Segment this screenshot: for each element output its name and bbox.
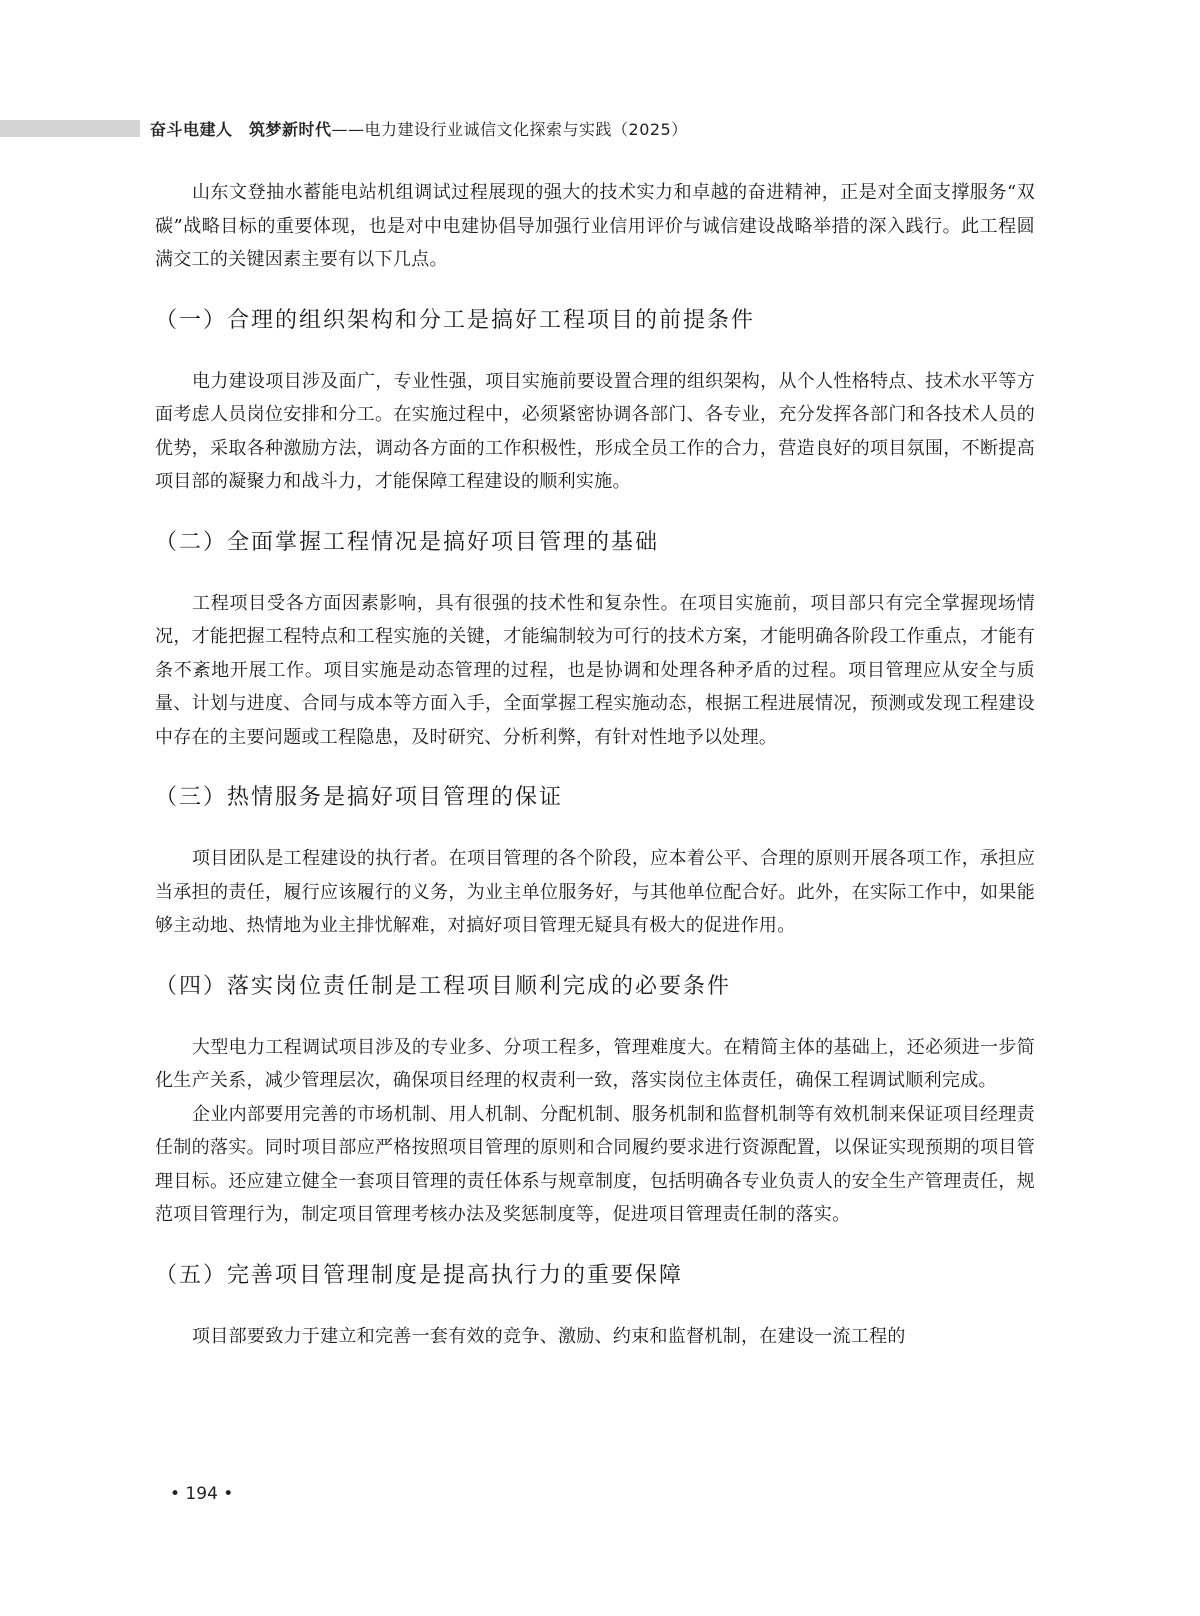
- section-heading: （五）完善项目管理制度是提高执行力的重要保障: [155, 1262, 684, 1288]
- running-header: [150, 117, 688, 140]
- paragraph: 企业内部要用完善的市场机制、用人机制、分配机制、服务机制和监督机制等有效机制来保证项目经理责任制的落实。同时项目部应严格按照项目管理的原则和合同履约要求进行资源配置，以保证实现预期的项目管理目标。还应建立健全一套项目管理的责任体系与规章制度，包括明确各专业负责人的安全生产管理责任，规范项目管理行为，制定项目管理考核办法及奖惩制度等，促进项目管理责任制的落实。: [155, 1103, 1035, 1225]
- paragraph: 山东文登抽水蓄能电站机组调试过程展现的强大的技术实力和卓越的奋进精神，正是对全面支撑服务“双碳”战略目标的重要体现，也是对中电建协倡导加强行业信用评价与诚信建设战略举措的深入践行。此工程圆满交工的关键因素主要有以下几点。: [155, 182, 1035, 270]
- section-heading: （二）全面掌握工程情况是搞好项目管理的基础: [155, 529, 660, 555]
- page-number: • 194 •: [170, 1484, 234, 1504]
- section-heading: （三）热情服务是搞好项目管理的保证: [155, 785, 564, 810]
- running-header-subtitle: ——电力建设行业诚信文化探索与实践（2025）: [331, 120, 688, 139]
- paragraph: 项目团队是工程建设的执行者。在项目管理的各个阶段，应本着公平、合理的原则开展各项工作，承担应当承担的责任，履行应该履行的义务，为业主单位服务好，与其他单位配合好。此外，在实际工作中，如果能够主动地、热情地为业主排忧解难，对搞好项目管理无疑具有极大的促进作用。: [155, 848, 1035, 936]
- header-decorative-bar: [0, 120, 140, 137]
- running-header-bold: 奋斗电建人 筑梦新时代: [150, 120, 332, 139]
- section-heading: （四）落实岗位责任制是工程项目顺利完成的必要条件: [155, 973, 732, 999]
- page-body: [155, 176, 1035, 1353]
- paragraph: 工程项目受各方面因素影响，具有很强的技术性和复杂性。在项目实施前，项目部只有完全掌握现场情况，才能把握工程特点和工程实施的关键，才能编制较为可行的技术方案，才能明确各阶段工作重点，才能有条不紊地开展工作。项目实施是动态管理的过程，也是协调和处理各种矛盾的过程。项目管理应从安全与质量、计划与进度、合同与成本等方面入手，全面掌握工程实施动态，根据工程进展情况，预测或发现工程建设中存在的主要问题或工程隐患，及时研究、分析利弊，有针对性地予以处理。: [155, 592, 1035, 748]
- paragraph: 电力建设项目涉及面广，专业性强，项目实施前要设置合理的组织架构，从个人性格特点、技术水平等方面考虑人员岗位安排和分工。在实施过程中，必须紧密协调各部门、各专业，充分发挥各部门和各技术人员的优势，采取各种激励方法，调动各方面的工作积极性，形成全员工作的合力，营造良好的项目氛围，不断提高项目部的凝聚力和战斗力，才能保障工程建设的顺利实施。: [155, 370, 1035, 492]
- section-heading: （一）合理的组织架构和分工是搞好工程项目的前提条件: [155, 307, 756, 333]
- paragraph: 项目部要致力于建立和完善一套有效的竞争、激励、约束和监督机制，在建设一流工程的: [192, 1325, 906, 1347]
- paragraph: 大型电力工程调试项目涉及的专业多、分项工程多，管理难度大。在精简主体的基础上，还必须进一步简化生产关系，减少管理层次，确保项目经理的权责利一致，落实岗位主体责任，确保工程调试顺利完成。: [155, 1036, 1035, 1091]
